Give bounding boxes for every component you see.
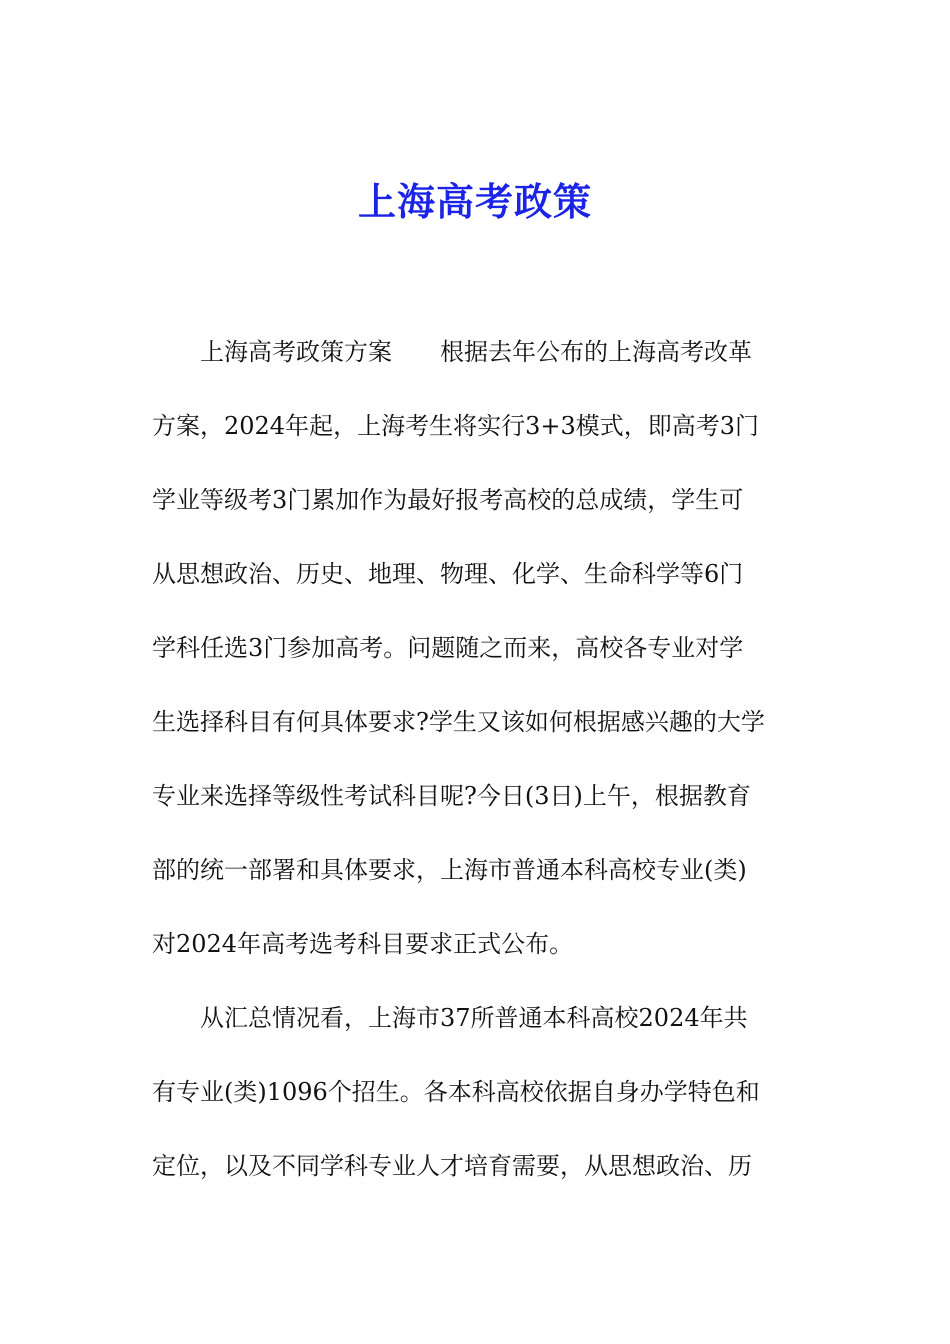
paragraph-line: 有专业(类)1096个招生。各本科高校依据自身办学特色和 <box>152 1078 760 1106</box>
paragraph-line: 定位，以及不同学科专业人才培育需要，从思想政治、历 <box>152 1152 752 1180</box>
paragraph-line: 生选择科目有何具体要求?学生又该如何根据感兴趣的大学 <box>152 708 765 736</box>
paragraph-line: 学业等级考3门累加作为最好报考高校的总成绩，学生可 <box>152 486 744 514</box>
paragraph-line: 部的统一部署和具体要求，上海市普通本科高校专业(类) <box>152 856 747 884</box>
paragraph-line: 从汇总情况看，上海市37所普通本科高校2024年共 <box>152 1004 748 1032</box>
paragraph-line: 学科任选3门参加高考。问题随之而来，高校各专业对学 <box>152 634 744 662</box>
paragraph-line: 专业来选择等级性考试科目呢?今日(3日)上午，根据教育 <box>152 782 751 810</box>
document-title: 上海高考政策 <box>357 179 592 224</box>
paragraph-line: 上海高考政策方案 根据去年公布的上海高考改革 <box>152 338 752 366</box>
paragraph-line: 从思想政治、历史、地理、物理、化学、生命科学等6门 <box>152 560 744 588</box>
paragraph-line: 对2024年高考选考科目要求正式公布。 <box>152 930 574 958</box>
paragraph-line: 方案，2024年起，上海考生将实行3+3模式，即高考3门 <box>152 412 759 440</box>
